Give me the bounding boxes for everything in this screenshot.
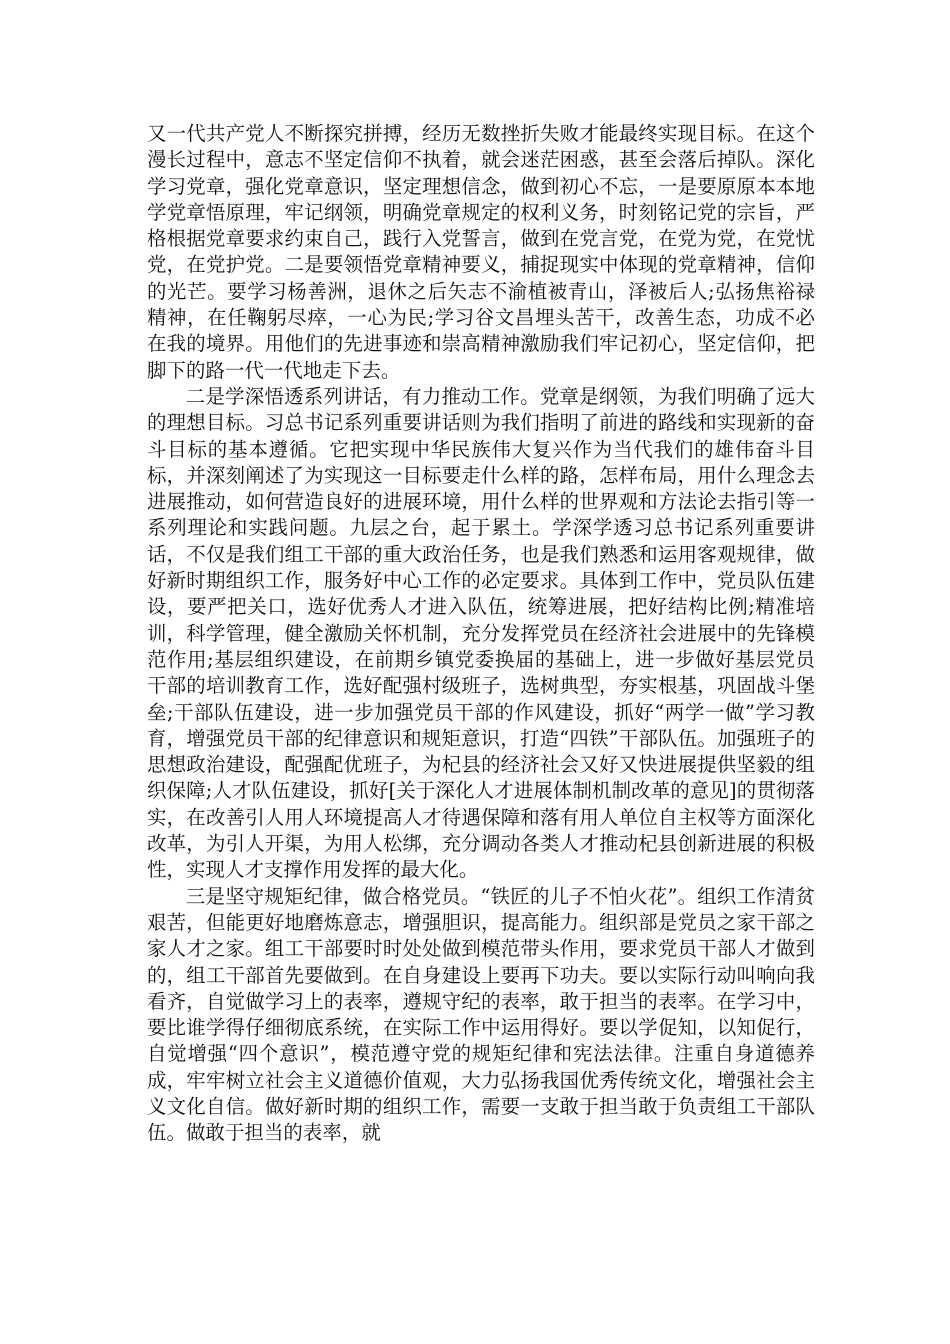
paragraph-continued: 又一代共产党人不断探究拼搏，经历无数挫折失败才能最终实现目标。在这个漫长过程中，意志不坚定信仰不执着，就会迷茫困惑，甚至会落后掉队。深化学习党章，强化党章意识，坚定理想信念，做到初心不忘，一是要原原本本地学党章悟原理，牢记纲领，明确党章规定的权利义务，时刻铭记党的宗旨，严格根据党章要求约束自己，践行入党誓言，做到在党言党，在党为党，在党忧党，在党护党。二是要领悟党章精神要义，捕捉现实中体现的党章精神，信仰的光芒。要学习杨善洲，退休之后矢志不渝植被青山，泽被后人;弘扬焦裕禄精神，在任鞠躬尽瘁，一心为民;学习谷文昌埋头苦干，改善生态，功成不必在我的境界。用他们的先进事迹和崇高精神激励我们牢记初心，坚定信仰，把脚下的路一代一代地走下去。 xyxy=(147,122,815,382)
document-page xyxy=(147,121,815,1147)
paragraph-study-speeches: 二是学深悟透系列讲话，有力推动工作。党章是纲领，为我们明确了远大的理想目标。习总书记系列重要讲话则为我们指明了前进的路线和实现新的奋斗目标的基本遵循。它把实现中华民族伟大复兴作为当代我们的雄伟奋斗目标，并深刻阐述了为实现这一目标要走什么样的路，怎样布局，用什么理念去进展推动，如何营造良好的进展环境，用什么样的世界观和方法论去指引等一系列理论和实践问题。九层之台，起于累土。学深学透习总书记系列重要讲话，不仅是我们组工干部的重大政治任务，也是我们熟悉和运用客观规律，做好新时期组织工作，服务好中心工作的必定要求。具体到工作中，党员队伍建设，要严把关口，选好优秀人才进入队伍，统筹进展，把好结构比例;精准培训，科学管理，健全激励关怀机制，充分发挥党员在经济社会进展中的先锋模范作用;基层组织建设，在前期乡镇党委换届的基础上，进一步做好基层党员干部的培训教育工作，选好配强村级班子，选树典型，夯实根基，巩固战斗堡垒;干部队伍建设，进一步加强党员干部的作风建设，抓好“两学一做”学习教育，增强党员干部的纪律意识和规矩意识，打造“四铁”干部队伍。加强班子的思想政治建设，配强配优班子，为杞县的经济社会又好又快进展提供坚毅的组织保障;人才队伍建设，抓好[关于深化人才进展体制机制改革的意见]的贯彻落实，在改善引人用人环境提高人才待遇保障和落有用人单位自主权等方面深化改革，为引人开渠，为用人松绑，充分调动各类人才推动杞县创新进展的积极性，实现人才支撑作用发挥的最大化。 xyxy=(147,384,815,882)
paragraph-discipline: 三是坚守规矩纪律，做合格党员。“铁匠的儿子不怕火花”。组织工作清贫艰苦，但能更好地磨炼意志，增强胆识，提高能力。组织部是党员之家干部之家人才之家。组工干部要时时处处做到模范带头作用，要求党员干部人才做到的，组工干部首先要做到。在自身建设上要再下功夫。要以实际行动叫响向我看齐，自觉做学习上的表率，遵规守纪的表率，敢于担当的表率。在学习中，要比谁学得仔细彻底系统，在实际工作中运用得好。要以学促知，以知促行，自觉增强“四个意识”，模范遵守党的规矩纪律和宪法法律。注重自身道德养成，牢牢树立社会主义道德价值观，大力弘扬我国优秀传统文化，增强社会主义文化自信。做好新时期的组织工作，需要一支敢于担当敢于负责组工干部队伍。做敢于担当的表率，就 xyxy=(147,884,815,1145)
